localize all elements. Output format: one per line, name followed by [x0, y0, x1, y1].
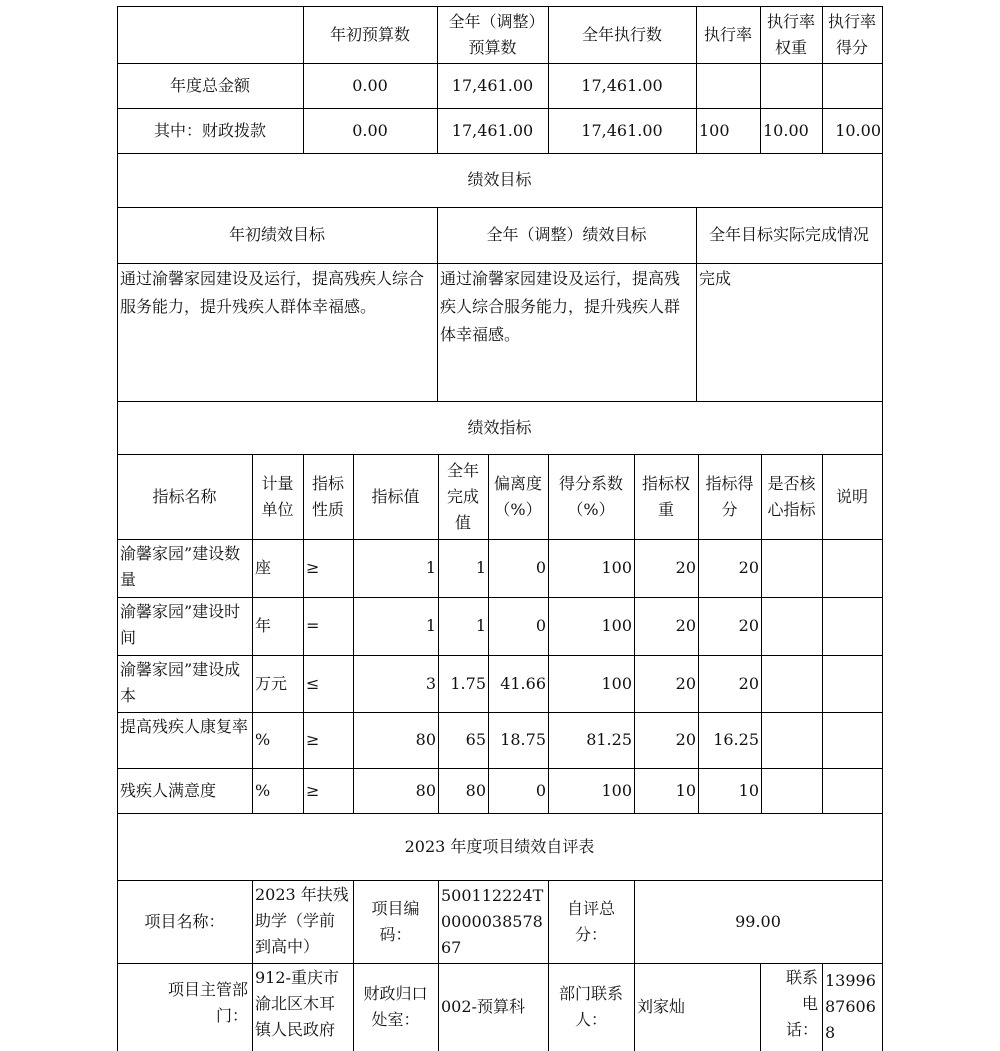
indicator-coef: 100 [601, 558, 632, 577]
grid-line [548, 6, 549, 153]
grid-line [822, 6, 823, 153]
header-nature: 指标性质 [311, 473, 344, 519]
grid-line [117, 454, 883, 455]
grid-line [252, 880, 253, 1051]
row-fiscal-initial: 0.00 [352, 120, 388, 140]
header-note: 说明 [835, 486, 868, 506]
grid-line [696, 207, 697, 401]
indicator-unit: % [255, 730, 271, 749]
indicator-note [822, 655, 882, 712]
indicator-name: 提高残疾人康复率 [120, 717, 249, 736]
goals-section-title: 绩效目标 [467, 170, 532, 189]
indicator-target: 80 [415, 780, 436, 800]
header-score: 指标得分 [705, 473, 754, 519]
header-actual-value: 全年完成值 [446, 460, 479, 532]
header-weight: 指标权重 [641, 473, 690, 519]
grid-line [438, 880, 439, 1051]
indicator-unit: 万元 [255, 673, 288, 693]
grid-line [548, 454, 549, 813]
header-indicator-name: 指标名称 [152, 486, 217, 506]
indicator-score: 10 [738, 780, 759, 800]
grid-line [117, 597, 883, 598]
grid-line [822, 963, 823, 1051]
indicator-deviation: 0 [535, 616, 546, 635]
contact-value: 刘家灿 [637, 997, 686, 1016]
indicator-score: 20 [738, 673, 759, 693]
header-target: 指标值 [371, 486, 420, 506]
header-executed: 全年执行数 [581, 24, 662, 44]
indicator-deviation: 41.66 [500, 673, 546, 693]
header-actual-completion: 全年目标实际完成情况 [708, 225, 869, 244]
grid-line [117, 153, 883, 154]
indicator-weight: 20 [675, 616, 696, 635]
project-name-label: 项目名称： [144, 911, 225, 931]
header-adjusted-budget: 全年（调整）预算数 [448, 11, 537, 57]
grid-line [117, 712, 883, 713]
indicator-unit: 年 [255, 616, 272, 635]
grid-line [252, 454, 253, 813]
indicator-target: 1 [425, 616, 436, 635]
grid-line [117, 207, 883, 208]
grid-line [353, 454, 354, 813]
header-adjusted-goal: 全年（调整）绩效目标 [486, 225, 647, 244]
indicator-target: 1 [425, 558, 436, 577]
indicator-weight: 20 [675, 558, 696, 577]
indicator-coef: 100 [601, 616, 632, 635]
adjusted-goal-text: 通过渝馨家园建设及运行，提高残疾人综合服务能力，提升残疾人群体幸福感。 [440, 269, 681, 344]
row-fiscal-score: 10.00 [835, 120, 881, 140]
dept-label: 项目主管部门： [167, 980, 248, 1025]
grid-line [760, 963, 761, 1051]
header-deviation: 偏离度（%） [493, 473, 542, 519]
indicator-nature: = [306, 616, 320, 635]
project-name-value: 2023 年扶残助学（学前到高中） [255, 885, 349, 956]
grid-line [698, 454, 699, 813]
indicators-section-title: 绩效指标 [467, 417, 532, 437]
row-total-weight [760, 63, 822, 108]
grid-line [117, 263, 883, 264]
indicator-weight: 20 [675, 673, 696, 693]
indicator-unit: 座 [255, 558, 272, 577]
initial-goal-text: 通过渝馨家园建设及运行，提高残疾人综合服务能力，提升残疾人群体幸福感。 [120, 269, 425, 316]
indicator-actual: 1.75 [450, 673, 486, 693]
phone-label: 联系电话： [785, 968, 818, 1039]
self-eval-title: 2023 年度项目绩效自评表 [404, 836, 595, 856]
indicator-target: 3 [425, 673, 436, 693]
header-exec-rate: 执行率 [703, 24, 752, 44]
total-score-label: 自评总分： [566, 898, 615, 944]
indicator-unit: % [255, 780, 271, 800]
grid-line [488, 454, 489, 813]
grid-line [117, 108, 883, 109]
indicator-actual: 1 [475, 558, 486, 577]
dept-value: 912-重庆市渝北区木耳镇人民政府 [255, 968, 339, 1039]
indicator-coef: 100 [601, 673, 632, 693]
row-total-score [822, 63, 882, 108]
grid-line [117, 6, 883, 7]
grid-line [822, 454, 823, 813]
grid-line [760, 6, 761, 153]
total-score-value: 99.00 [735, 911, 781, 931]
indicator-name: 渝馨家园”建设成本 [120, 660, 241, 705]
indicator-note [822, 597, 882, 655]
grid-line [117, 401, 883, 402]
row-fiscal-weight: 10.00 [763, 120, 809, 140]
indicator-weight: 10 [675, 780, 696, 800]
indicator-nature: ≥ [306, 780, 320, 800]
grid-line [353, 880, 354, 1051]
project-code-value: 500112224T000003857867 [441, 885, 544, 957]
indicator-nature: ≥ [306, 730, 320, 749]
grid-line [634, 880, 635, 1051]
indicator-note [822, 539, 882, 597]
header-coef: 得分系数（%） [558, 473, 623, 519]
grid-line [117, 768, 883, 769]
indicator-actual: 80 [465, 780, 486, 800]
grid-line [882, 6, 883, 1051]
indicator-name: 渝馨家园”建设时间 [120, 602, 241, 647]
grid-line [117, 63, 883, 64]
row-total-rate [696, 63, 760, 108]
row-total-adjusted: 17,461.00 [451, 75, 534, 95]
indicator-deviation: 18.75 [500, 730, 546, 749]
indicator-core [761, 768, 822, 813]
header-exec-weight: 执行率权重 [766, 11, 815, 57]
row-total-initial: 0.00 [352, 75, 388, 95]
grid-line [437, 207, 438, 401]
row-fiscal-executed: 17,461.00 [581, 120, 663, 140]
office-label: 财政归口处室： [363, 984, 428, 1029]
grid-line [117, 963, 883, 964]
actual-completion-text: 完成 [699, 269, 732, 288]
grid-line [117, 880, 883, 881]
project-code-label: 项目编码： [371, 898, 420, 944]
header-initial-budget: 年初预算数 [329, 24, 410, 44]
contact-label: 部门联系人： [558, 984, 623, 1029]
row-total-executed: 17,461.00 [581, 75, 663, 95]
row-fiscal-label: 其中：财政拨款 [153, 120, 266, 140]
indicator-nature: ≤ [306, 673, 320, 693]
indicator-actual: 65 [465, 730, 486, 749]
indicator-coef: 81.25 [586, 730, 632, 749]
indicator-target: 80 [415, 730, 436, 749]
grid-line [117, 539, 883, 540]
indicator-actual: 1 [475, 616, 486, 635]
indicator-nature: ≥ [306, 558, 320, 577]
indicator-note [822, 768, 882, 813]
grid-line [438, 454, 439, 813]
indicator-deviation: 0 [535, 780, 546, 800]
header-exec-score: 执行率得分 [827, 11, 876, 57]
row-fiscal-adjusted: 17,461.00 [451, 120, 534, 140]
indicator-name: 渝馨家园”建设数量 [120, 544, 241, 589]
indicator-core [761, 539, 822, 597]
indicator-note [822, 712, 882, 768]
grid-line [117, 6, 118, 1051]
indicator-name: 残疾人满意度 [120, 780, 217, 800]
grid-line [117, 655, 883, 656]
indicator-deviation: 0 [535, 558, 546, 577]
indicator-score: 20 [738, 616, 759, 635]
phone-value: 13996876068 [825, 971, 876, 1042]
row-total-label: 年度总金额 [169, 75, 250, 95]
indicator-core [761, 712, 822, 768]
indicator-core [761, 655, 822, 712]
header-core: 是否核心指标 [767, 473, 816, 519]
grid-line [696, 6, 697, 153]
indicator-core [761, 597, 822, 655]
indicator-score: 16.25 [713, 730, 759, 749]
header-unit: 计量单位 [261, 473, 294, 519]
grid-line [303, 6, 304, 153]
grid-line [303, 454, 304, 813]
grid-line [634, 454, 635, 813]
indicator-weight: 20 [675, 730, 696, 749]
grid-line [437, 6, 438, 153]
grid-line [548, 880, 549, 1051]
grid-line [761, 454, 762, 813]
header-initial-goal: 年初绩效目标 [228, 225, 325, 244]
indicator-coef: 100 [601, 780, 632, 800]
office-value: 002-预算科 [441, 997, 525, 1016]
row-fiscal-rate: 100 [699, 120, 730, 140]
grid-line [117, 813, 883, 814]
indicator-score: 20 [738, 558, 759, 577]
